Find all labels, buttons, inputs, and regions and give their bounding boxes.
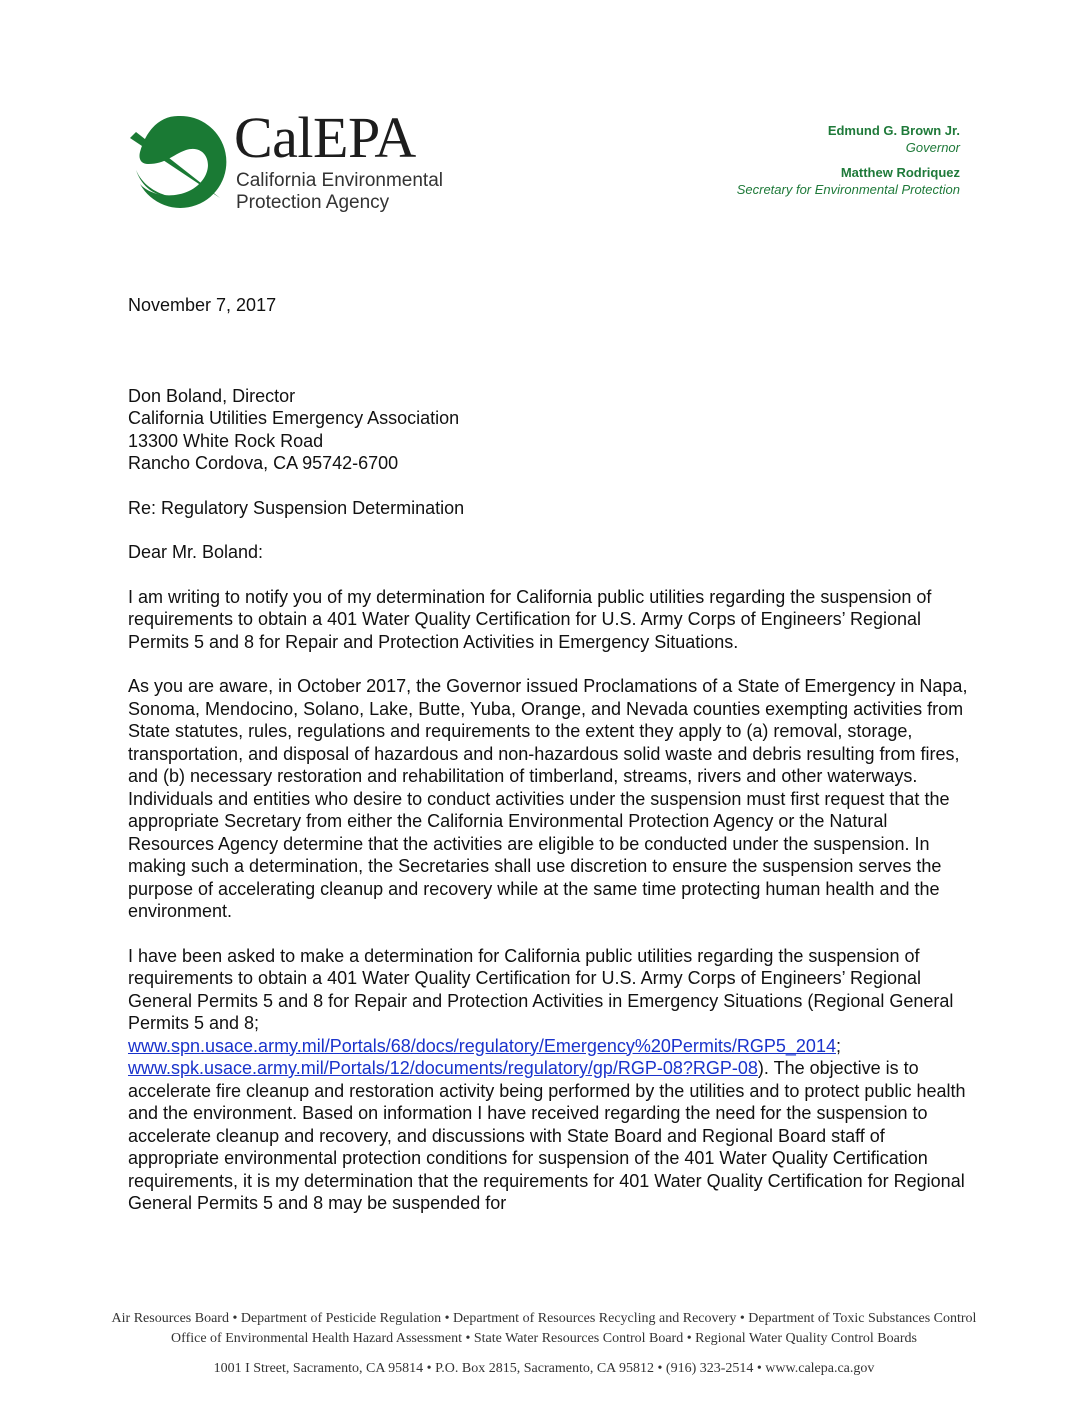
- officials-block: [737, 122, 960, 198]
- calepa-wordmark: CalEPA: [234, 105, 416, 170]
- secretary-name: Matthew Rodriquez: [840, 165, 960, 180]
- calepa-leaf-circle-icon: [128, 112, 228, 212]
- agency-name-line2: Protection Agency: [236, 192, 390, 213]
- subject-line: Re: Regulatory Suspension Determination: [128, 497, 465, 518]
- recipient-address: [128, 385, 968, 475]
- agency-name: [236, 170, 443, 214]
- recipient-line: Don Boland, Director: [128, 385, 296, 406]
- paragraph-3-rest: ). The objective is to accelerate fire cleanup and restoration activity being performed by the utilities and to protect public health and the environment. Based on information I have received regarding the need for the suspension to accelerate cleanup and recovery, and discussions with State Board and Regional Board staff of appropriate environmental protection conditions for suspension of the 401 Water Quality Certification requirements, it is my determination that the requirements for 401 Water Quality Certification for Regional General Permits 5 and 8 may be suspended for: [128, 1058, 966, 1213]
- rgp5-link[interactable]: www.spn.usace.army.mil/Portals/68/docs/regulatory/Emergency%20Permits/RGP5_2014: [128, 1035, 836, 1056]
- paragraph-3-intro: I have been asked to make a determination for California public utilities regarding the suspension of requirements to obtain a 401 Water Quality Certification for U.S. Army Corps of Engineers’ Regional General Permits 5 and 8 for Repair and Protection Activities in Emergency Situations (Regional General Permits 5 and 8;: [128, 945, 954, 1033]
- rgp8-link[interactable]: www.spk.usace.army.mil/Portals/12/documents/regulatory/gp/RGP-08?RGP-08: [128, 1058, 758, 1078]
- recipient-line: California Utilities Emergency Association: [128, 408, 460, 428]
- footer-departments-line1: Air Resources Board • Department of Pesticide Regulation • Department of Resources Recycling and Recovery • Department of Toxic Substances Control: [111, 1311, 977, 1326]
- governor-title: Governor: [905, 140, 960, 155]
- governor-name: Edmund G. Brown Jr.: [827, 123, 960, 138]
- paragraph-1: I am writing to notify you of my determination for California public utilities regarding the suspension of requirements to obtain a 401 Water Quality Certification for U.S. Army Corps of Engineers’ Regional Permits 5 and 8 for Repair and Protection Activities in Emergency Situations.: [128, 586, 932, 652]
- letter-date: November 7, 2017: [128, 295, 277, 315]
- paragraph-2: As you are aware, in October 2017, the Governor issued Proclamations of a State of Emergency in Napa, Sonoma, Mendocino, Solano, Lake, Butte, Yuba, Orange, and Nevada counties exempting activities from State statutes, rules, regulations and requirements to the extent they apply to (a) removal, storage, transportation, and disposal of hazardous and non-hazardous solid waste and debris resulting from fires, and (b) necessary restoration and rehabilitation of timberland, streams, rivers and other waterways. Individuals and entities who desire to conduct activities under the suspension must first request that the appropriate Secretary from either the California Environmental Protection Agency or the Natural Resources Agency determine that the activities are eligible to be conducted under the suspension. In making such a determination, the Secretaries shall use discretion to ensure the suspension serves the purpose of accelerating cleanup and recovery while at the same time protecting human health and the environment.: [128, 676, 968, 921]
- salutation: Dear Mr. Boland:: [128, 542, 264, 562]
- footer-departments-line2: Office of Environmental Health Hazard Assessment • State Water Resources Control Board • Regional Water Quality Control Boards: [171, 1331, 917, 1346]
- agency-name-line1: California Environmental: [236, 170, 443, 191]
- footer-address: 1001 I Street, Sacramento, CA 95814 • P.O. Box 2815, Sacramento, CA 95812 • (916) 323-2514 • www.calepa.ca.gov: [213, 1361, 875, 1376]
- paragraph-3: [128, 945, 968, 1215]
- secretary-title: Secretary for Environmental Protection: [736, 182, 960, 197]
- recipient-line: 13300 White Rock Road: [128, 430, 324, 451]
- letter-body: [128, 294, 968, 1215]
- link-separator: ;: [835, 1035, 841, 1056]
- calepa-logo: [128, 105, 458, 222]
- recipient-line: Rancho Cordova, CA 95742-6700: [128, 453, 399, 473]
